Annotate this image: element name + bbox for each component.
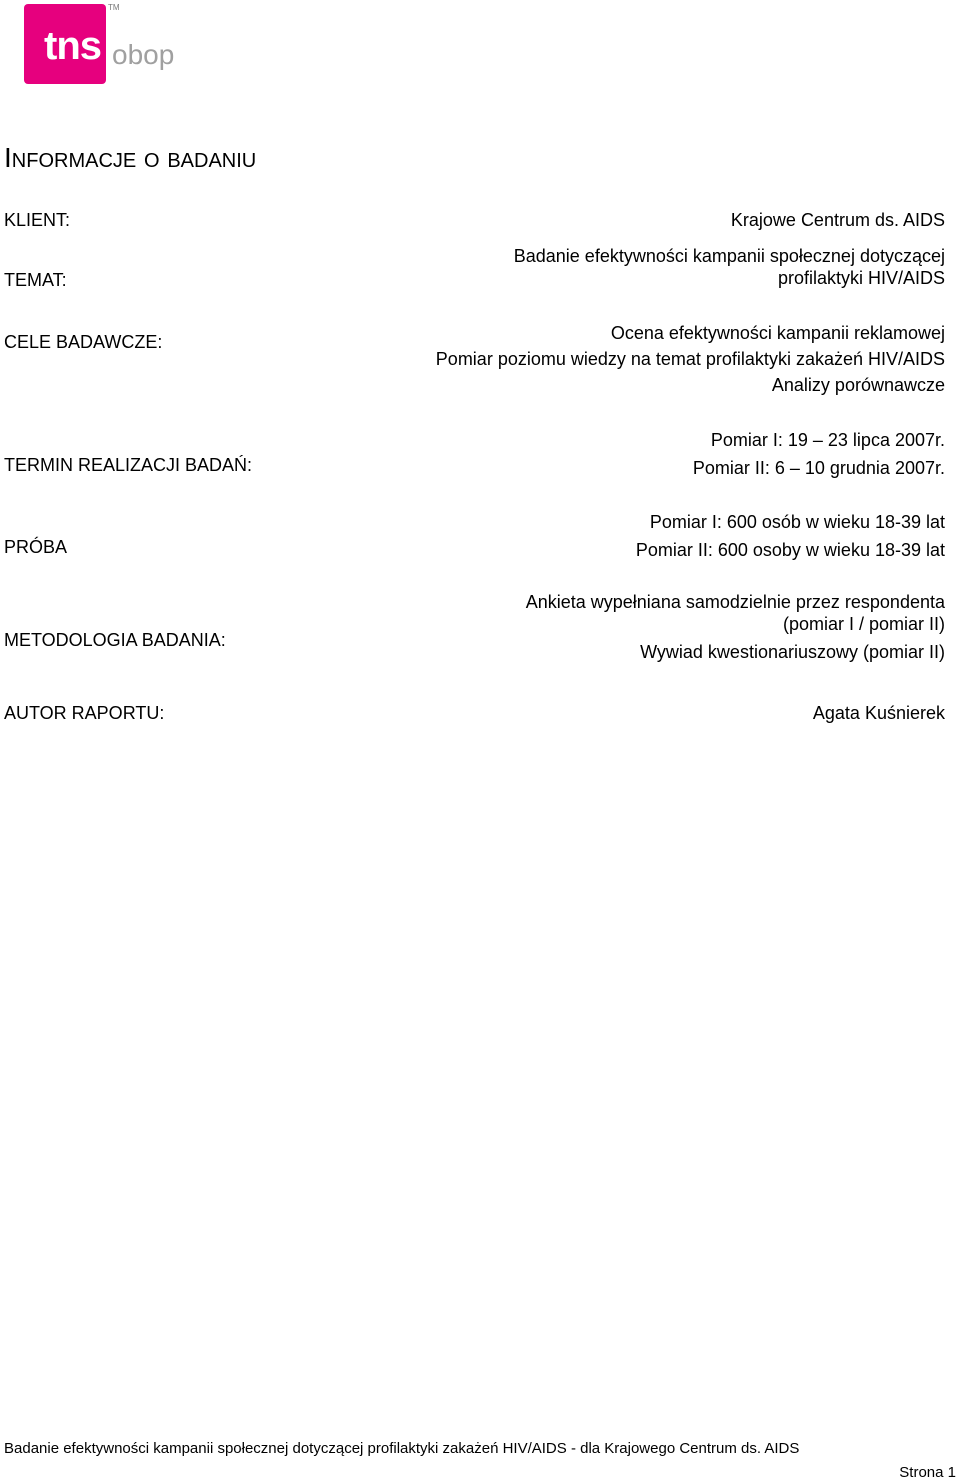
- value-line: Pomiar I: 600 osób w wieku 18-39 lat: [649, 512, 945, 532]
- value-line: Pomiar I: 19 – 23 lipca 2007r.: [710, 430, 945, 450]
- label-metodologia: METODOLOGIA BADANIA:: [4, 630, 226, 650]
- value-line: Analizy porównawcze: [771, 375, 945, 395]
- value-metodologia: [345, 591, 945, 663]
- page-title: Informacje o badaniu: [4, 142, 257, 173]
- label-temat: TEMAT:: [4, 270, 67, 290]
- value-klient: [345, 209, 945, 231]
- logo-text-tns: tns: [44, 24, 101, 68]
- footer-text: Badanie efektywności kampanii społecznej dotyczącej profilaktyki zakażeń HIV/AIDS - dla Krajowego Centrum ds. AIDS: [4, 1440, 800, 1457]
- value-line: Wywiad kwestionariuszowy (pomiar II): [640, 642, 945, 662]
- value-line: Krajowe Centrum ds. AIDS: [730, 210, 945, 230]
- label-proba: PRÓBA: [4, 537, 68, 557]
- value-line: Agata Kuśnierek: [812, 703, 945, 723]
- value-line: Pomiar poziomu wiedzy na temat profilaktyki zakażeń HIV/AIDS: [435, 349, 945, 369]
- label-klient: KLIENT:: [4, 210, 71, 230]
- logo-text-obop: obop: [112, 39, 175, 70]
- value-termin-realizacji: [345, 426, 945, 482]
- value-cele-badawcze: [345, 320, 945, 398]
- tns-obop-logo: [24, 4, 174, 86]
- value-line: (pomiar I / pomiar II): [782, 614, 945, 634]
- label-autor-raportu: AUTOR RAPORTU:: [4, 703, 165, 723]
- page-number: Strona 1: [899, 1464, 956, 1481]
- value-line: Pomiar II: 6 – 10 grudnia 2007r.: [692, 458, 945, 478]
- value-autor-raportu: [345, 702, 945, 724]
- value-line: Pomiar II: 600 osoby w wieku 18-39 lat: [635, 540, 945, 560]
- logo-mark: [24, 4, 106, 84]
- logo-trademark: TM: [108, 3, 120, 12]
- value-line: Ankieta wypełniana samodzielnie przez respondenta: [525, 592, 945, 612]
- value-temat: [345, 245, 945, 289]
- value-proba: [345, 508, 945, 564]
- value-line: Badanie efektywności kampanii społecznej dotyczącej: [513, 246, 945, 266]
- label-termin-realizacji: TERMIN REALIZACJI BADAŃ:: [4, 455, 253, 475]
- value-line: profilaktyki HIV/AIDS: [777, 268, 945, 288]
- label-cele-badawcze: CELE BADAWCZE:: [4, 332, 163, 352]
- value-line: Ocena efektywności kampanii reklamowej: [610, 323, 945, 343]
